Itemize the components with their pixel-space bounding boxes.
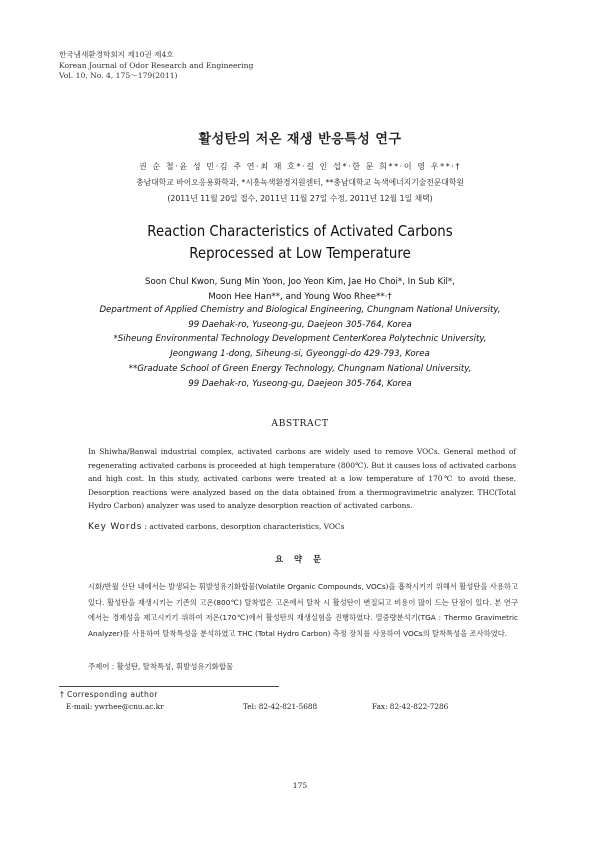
corresponding-author-label: † Corresponding author bbox=[60, 690, 158, 699]
abstract-body: In Shiwha/Banwal industrial complex, activated carbons are widely used to remove VOCs. General method of regenerating activated carbons is proceeded at high temperature (800℃). But it causes loss of activated carbons and high cost. In this study, activated carbons were treated at a low temperature of 170℃ to avoid these. Desorption reactions were analyzed based on the data obtained from a thermogravimetric analyzer. THC(Total Hydro Carbon) analyzer was used to analyze desorption reaction of activated carbons. bbox=[88, 447, 516, 511]
abstract-heading: ABSTRACT bbox=[271, 418, 329, 429]
korean-keywords-label: 주제어 bbox=[88, 662, 110, 671]
keywords bbox=[88, 522, 516, 532]
korean-affiliations: 충남대학교 바이오응용화학과, *시흥녹색환경지원센터, **충남대학교 녹색에너지기술전문대학원 bbox=[136, 178, 464, 187]
english-affiliations bbox=[0, 303, 600, 391]
english-authors-line: Moon Hee Han**, and Young Woo Rhee**·† bbox=[208, 291, 392, 302]
korean-keywords bbox=[88, 661, 233, 672]
keywords-label: Key Words bbox=[88, 522, 143, 532]
journal-korean-line: 한국냄새환경학회지 제10권 제4호 bbox=[59, 50, 174, 59]
korean-keywords-text: : 활성탄, 탈착특성, 휘발성유기화합물 bbox=[109, 662, 234, 671]
affiliation-line: 99 Daehak-ro, Yuseong-gu, Daejeon 305-764, Korea bbox=[188, 378, 412, 389]
korean-title: 활성탄의 저온 재생 반응특성 연구 bbox=[198, 132, 402, 147]
korean-summary-body: 시화/반월 산단 내에서는 발생되는 휘발성유기화합물(Volatile Organic Compounds, VOCs)을 흡착시키기 위해서 활성탄을 사용하고 있다. 활성탄을 재생시키는 기존의 고온(800℃) 탈착법은 고온에서 탈착 시 활성탄이 변질되고 비용이 많이 드는 단점이 있다. 본 연구에서는 경제성을 제고시키기 위하여 저온(170℃)에서 활성탄의 재생실험을 진행하였다. 열중량분석기(TGA : Thermo Gravimetric Analyzer)를 사용하여 탈착특성을 분석하였고 THC (Total Hydro Carbon) 측정 장치를 사용하여 VOCs의 탈착특성을 조사하였다. bbox=[88, 582, 518, 638]
affiliation-line: Department of Applied Chemistry and Biological Engineering, Chungnam National University, bbox=[99, 305, 501, 315]
english-authors-line: Soon Chul Kwon, Sung Min Yoon, Joo Yeon Kim, Jae Ho Choi*, In Sub Kil*, bbox=[145, 277, 455, 287]
contact-fax: Fax: 82-42-822-7286 bbox=[372, 702, 449, 711]
affiliation-line: Jeongwang 1-dong, Siheung-si, Gyeonggi-do 429-793, Korea bbox=[170, 349, 430, 360]
affiliation-line: *Siheung Environmental Technology Development CenterKorea Polytechnic University, bbox=[113, 334, 487, 345]
korean-summary-heading: 요 약 문 bbox=[274, 554, 326, 564]
footnote-divider bbox=[59, 686, 279, 687]
korean-authors: 권 순 철·윤 성 민·김 주 연·최 재 호*·길 인 섭*·한 문 희**·이 영 우**·† bbox=[138, 162, 462, 171]
keywords-text: : activated carbons, desorption characteristics, VOCs bbox=[142, 522, 345, 531]
english-title-line: Reaction Characteristics of Activated Carbons bbox=[147, 222, 453, 240]
journal-english-line: Korean Journal of Odor Research and Engineering bbox=[59, 60, 254, 70]
english-title bbox=[42, 220, 558, 264]
affiliation-line: **Graduate School of Green Energy Technology, Chungnam National University, bbox=[128, 363, 472, 374]
english-authors bbox=[0, 275, 600, 304]
korean-dates: (2011년 11월 20일 접수, 2011년 11월 27일 수정, 2011년 12월 1일 채택) bbox=[167, 194, 433, 203]
affiliation-line: 99 Daehak-ro, Yuseong-gu, Daejeon 305-764, Korea bbox=[188, 319, 412, 330]
contact-email: E-mail: ywrhee@cnu.ac.kr bbox=[66, 702, 164, 711]
english-title-line: Reprocessed at Low Temperature bbox=[189, 244, 411, 262]
contact-tel: Tel: 82-42-821-5688 bbox=[243, 702, 318, 711]
journal-header bbox=[59, 50, 253, 82]
page-number: 175 bbox=[292, 781, 308, 790]
journal-volume-line: Vol. 10, No. 4, 175～179(2011) bbox=[59, 71, 178, 81]
